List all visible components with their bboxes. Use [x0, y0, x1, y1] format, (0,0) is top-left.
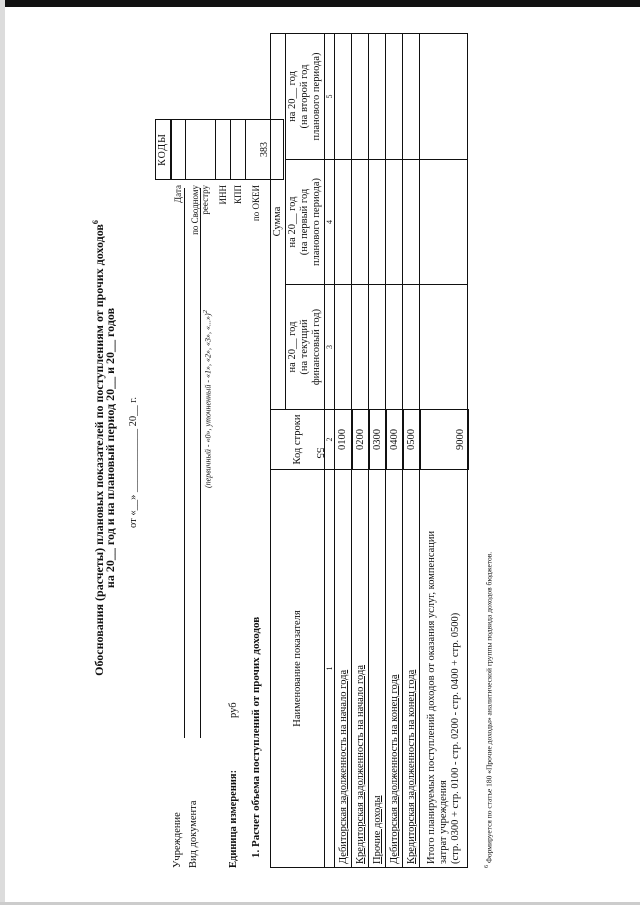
header-col5: на 20__ год (на второй год планового периода): [286, 33, 325, 159]
table-row: [369, 33, 386, 867]
doc-type-fill-line: [200, 188, 201, 738]
unit-value: руб: [228, 702, 239, 718]
value-cell[interactable]: [335, 160, 352, 285]
value-cell[interactable]: [369, 160, 386, 285]
value-cell[interactable]: [403, 160, 420, 285]
value-cell[interactable]: [335, 285, 352, 410]
document-sheet: [80, 8, 620, 888]
section-title: 1. Расчет объема поступлений от прочих доходов: [250, 616, 262, 858]
header-name: Наименование показателя: [271, 470, 325, 868]
codes-label-inn: ИНН: [217, 185, 228, 205]
codes-labels: [170, 185, 245, 253]
row-code: 0200: [352, 410, 369, 470]
doc-type-hint: (первичный - «0», уточненный - «1», «2», «3», «...»)$^2$: [202, 309, 213, 488]
row-name: Дебиторская задолженность на начало года: [335, 470, 352, 868]
page-number: 55: [314, 447, 326, 459]
doc-type-label: Вид документа: [188, 800, 199, 868]
col-number: 3: [325, 285, 335, 410]
value-cell[interactable]: [386, 285, 403, 410]
header-col4: на 20__ год (на первый год планового периода): [286, 160, 325, 285]
value-cell[interactable]: [352, 160, 369, 285]
column-number-row: [325, 33, 335, 867]
value-cell[interactable]: [403, 33, 420, 159]
header-col3: на 20__ год (на текущий финансовый год): [286, 285, 325, 410]
code-cell-okei: 383: [246, 120, 284, 180]
codes-header: КОДЫ: [156, 120, 171, 180]
value-cell[interactable]: [386, 33, 403, 159]
row-code: 0500: [403, 410, 420, 470]
col-number: 1: [325, 470, 335, 868]
code-cell-date: [171, 120, 186, 180]
row-name: Прочие доходы: [369, 470, 386, 868]
row-code: 0400: [386, 410, 403, 470]
code-cell-registry: [186, 120, 216, 180]
unit-label: Единица измерения:: [228, 769, 239, 868]
value-cell[interactable]: [420, 33, 468, 159]
income-calculation-table: [270, 33, 469, 868]
value-cell[interactable]: [369, 33, 386, 159]
value-cell[interactable]: [352, 33, 369, 159]
col-number: 5: [325, 33, 335, 159]
header-code: Код строки: [271, 410, 325, 470]
value-cell[interactable]: [335, 33, 352, 159]
codes-label-okei-wrap: [248, 185, 263, 253]
value-cell[interactable]: [386, 160, 403, 285]
table-row: [403, 33, 420, 867]
document-title: Обоснования (расчеты) плановых показателей по поступлениям от прочих доходов$^6$: [91, 220, 106, 676]
institution-label: Учреждение: [172, 812, 183, 868]
total-row-name: Итого планируемых поступлений доходов от оказания услуг, компенсации затрат учреждения (стр. 0300 + стр. 0100 - стр. 0200 - стр. 0400 + стр. 0500): [420, 470, 468, 868]
document-subtitle: на 20__ год и на плановый период 20__ и 20__ годов: [103, 307, 117, 589]
table-row: [386, 33, 403, 867]
total-row: [420, 33, 468, 867]
date-line: от «__» ____________ 20__ г.: [128, 397, 139, 528]
codes-label-kpp: КПП: [232, 185, 243, 205]
codes-label-okei: по ОКЕИ: [250, 185, 261, 222]
codes-label-date: Дата: [172, 185, 183, 203]
value-cell[interactable]: [420, 160, 468, 285]
table-row: [352, 33, 369, 867]
codes-box: [155, 119, 284, 180]
title-footnote-mark: 6: [91, 220, 100, 225]
scan-border-top: [0, 0, 640, 7]
code-cell-kpp: [231, 120, 246, 180]
row-name: Дебиторская задолженность на конец года: [386, 470, 403, 868]
value-cell[interactable]: [420, 285, 468, 410]
institution-fill-line: [184, 188, 185, 738]
table-row: [335, 33, 352, 867]
row-code: 0300: [369, 410, 386, 470]
header-sum: Сумма: [271, 33, 286, 409]
code-cell-inn: [216, 120, 231, 180]
footnote: $^6$ Формируется по статье 180 «Прочие доходы» аналитической группы подвида доходов бюджетов.: [483, 551, 494, 868]
value-cell[interactable]: [369, 285, 386, 410]
value-cell[interactable]: [403, 285, 420, 410]
col-number: 2: [325, 410, 335, 470]
row-name: Кредиторская задолженность на начало года: [352, 470, 369, 868]
value-cell[interactable]: [352, 285, 369, 410]
total-row-code: 9000: [420, 410, 468, 470]
scan-border-left: [0, 0, 5, 905]
row-name: Кредиторская задолженность на конец года: [403, 470, 420, 868]
col-number: 4: [325, 160, 335, 285]
codes-label-registry: по Сводному реестру: [190, 185, 210, 235]
row-code: 0100: [335, 410, 352, 470]
